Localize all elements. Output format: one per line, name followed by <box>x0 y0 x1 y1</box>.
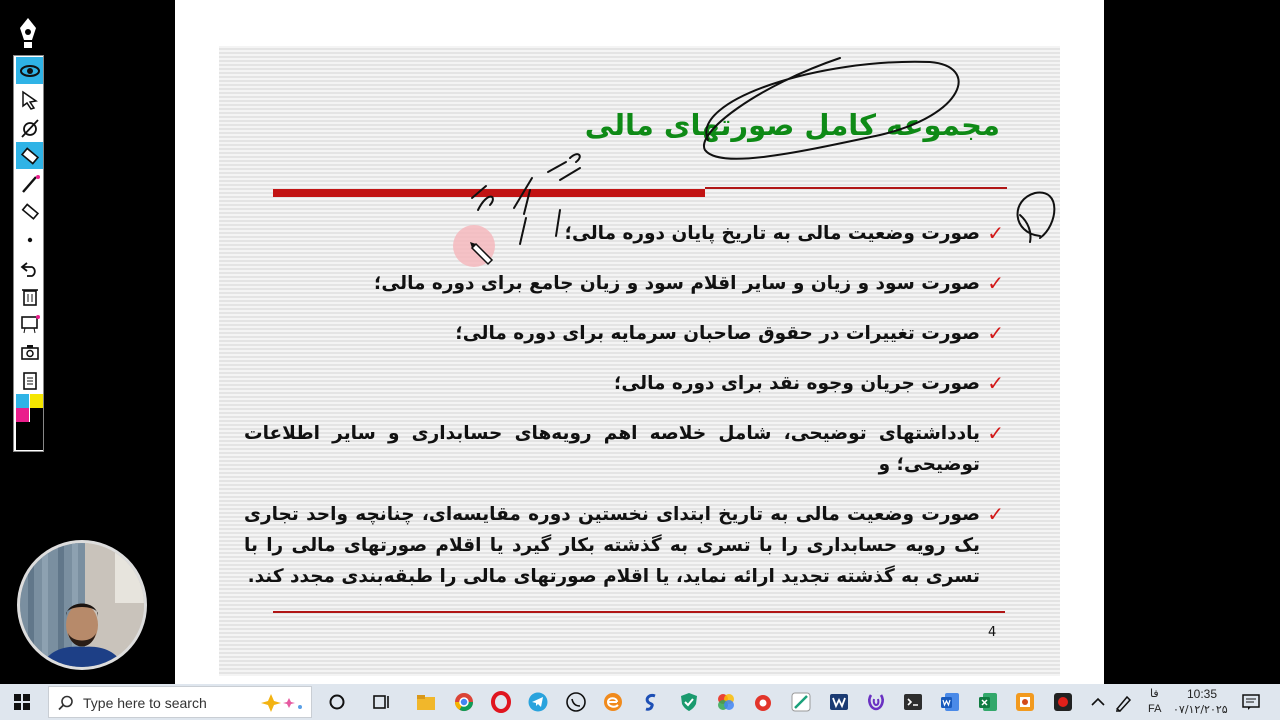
search-icon <box>58 695 74 711</box>
opera-icon[interactable] <box>490 691 512 713</box>
skype-icon[interactable] <box>640 691 662 713</box>
clock-time[interactable]: 10:35 <box>1187 687 1218 701</box>
colorful-app-icon[interactable] <box>715 691 737 713</box>
taskbar <box>0 684 1280 720</box>
task-view-circle-icon[interactable] <box>326 691 348 713</box>
presenter-avatar <box>20 543 147 670</box>
vpn-icon[interactable] <box>678 691 700 713</box>
word-icon[interactable] <box>939 691 961 713</box>
checkmark-icon: ✓ <box>987 271 1004 295</box>
handwritten-mark-3 <box>548 154 580 236</box>
bullet-text: صورت تغییرات در حقوق صاحبان سرمایه برای دوره مالی؛ <box>455 323 980 344</box>
bullet-text: صورت وضعیت مالی به تاریخ پایان دوره مالی؛ <box>564 223 980 244</box>
clock-date[interactable]: ۰۷/۱۲/۲۰۲۵ <box>1173 703 1228 716</box>
checkmark-icon: ✓ <box>987 371 1004 395</box>
chrome-icon[interactable] <box>453 691 475 713</box>
checkmark-icon: ✓ <box>987 321 1004 345</box>
checkmark-icon: ✓ <box>987 221 1004 245</box>
writer-icon[interactable] <box>790 691 812 713</box>
page-number: 4 <box>988 625 997 640</box>
task-view-icon[interactable] <box>371 691 393 713</box>
terminal-icon[interactable] <box>902 691 924 713</box>
checkmark-icon: ✓ <box>987 421 1004 445</box>
file-explorer-icon[interactable] <box>415 691 437 713</box>
taskbar-search-box[interactable] <box>48 686 312 718</box>
bullet-text: صورت جریان وجوه نقد برای دوره مالی؛ <box>614 373 980 394</box>
slide-title: مجموعه کامل صورتهای مالی <box>584 108 1000 142</box>
windows-start-icon[interactable] <box>14 694 30 710</box>
word-dark-icon[interactable] <box>828 691 850 713</box>
bullet-text: صورت وضعیت مالی به تاریخ ابتدای نخستین دوره مقایسه‌ای، چنانچه واحد تجاری یک رویه حسابداری را با تسری به گذشته بکار گیرد یا اقلام صورتهای مالی را با تسری به گذشته تجدید ارائه نماید، یا اقلام صورتهای مالی را طبقه‌بندی مجدد کند. <box>244 504 980 587</box>
ppt-presenter-icon[interactable] <box>1014 691 1036 713</box>
notifications-icon[interactable] <box>1240 691 1262 713</box>
language-indicator-top[interactable]: فا <box>1150 687 1159 700</box>
handwritten-mark-1 <box>472 186 493 210</box>
telegram-icon[interactable] <box>527 691 549 713</box>
browser-icon[interactable] <box>602 691 624 713</box>
spiral-app-icon[interactable] <box>865 691 887 713</box>
title-circle-stroke <box>704 58 959 159</box>
bullet-text: صورت سود و زیان و سایر اقلام سود و زیان جامع برای دوره مالی؛ <box>374 273 980 294</box>
sparkle-icon <box>259 692 305 714</box>
language-indicator[interactable]: FA <box>1148 703 1162 715</box>
webcam-overlay[interactable] <box>17 540 147 670</box>
excel-icon[interactable] <box>977 691 999 713</box>
chevron-up-icon[interactable] <box>1087 691 1109 713</box>
bullet-text: یادداشتهای توضیحی، شامل خلاصه اهم رویه‌های حسابداری و سایر اطلاعات توضیحی؛ و <box>244 423 980 475</box>
checkmark-icon: ✓ <box>987 502 1004 526</box>
handwritten-mark-2 <box>514 178 532 244</box>
red-app-icon[interactable] <box>752 691 774 713</box>
number-one-circle-stroke <box>1018 193 1055 242</box>
pencil-cursor-icon <box>453 225 495 267</box>
whatsapp-icon[interactable] <box>565 691 587 713</box>
search-placeholder: Type here to search <box>83 695 207 711</box>
pen-tray-icon[interactable] <box>1113 691 1135 713</box>
recorder-icon[interactable] <box>1052 691 1074 713</box>
